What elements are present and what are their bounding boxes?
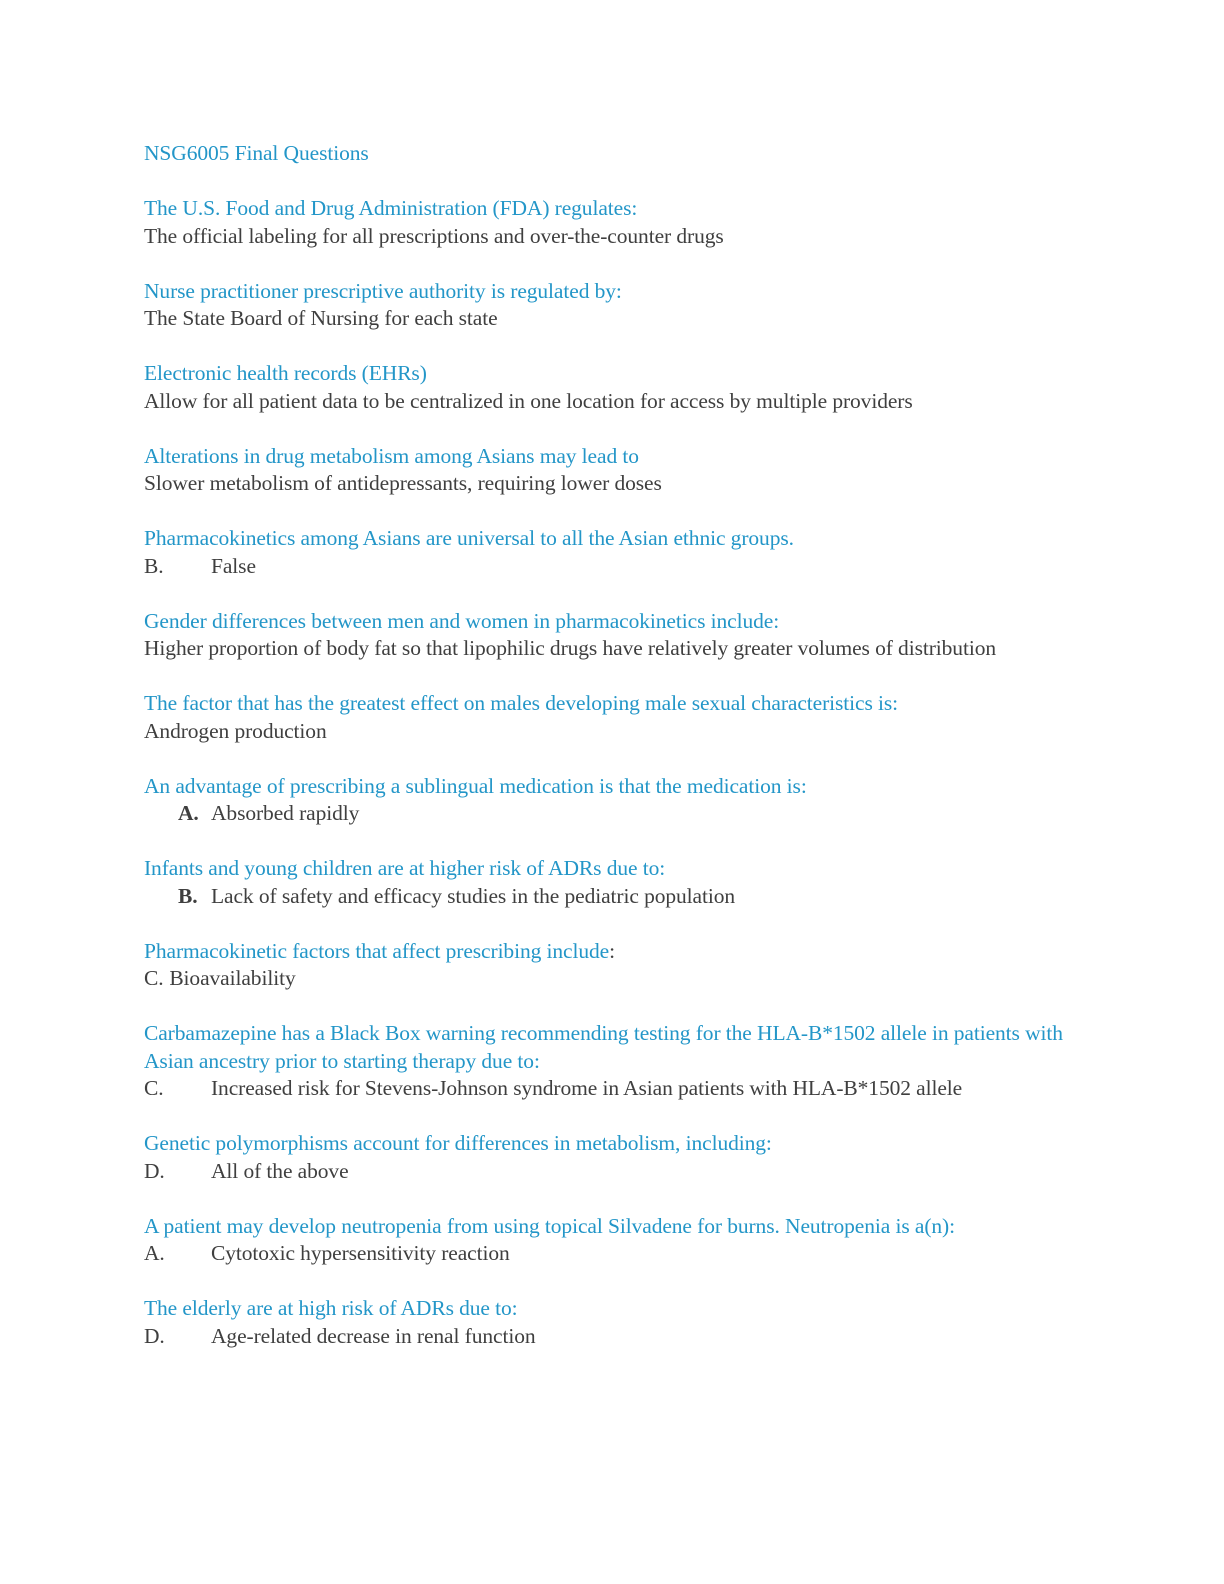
- question-text: Nurse practitioner prescriptive authority is regulated by:: [144, 278, 622, 303]
- qa-block: [144, 195, 1080, 250]
- qa-block: [144, 608, 1080, 663]
- answer-text: [144, 1323, 1080, 1351]
- answer-option-text: Lack of safety and efficacy studies in the pediatric population: [211, 883, 736, 908]
- answer-option-text: Cytotoxic hypersensitivity reaction: [211, 1241, 510, 1265]
- answer-text: Androgen production: [144, 718, 327, 743]
- answer-text: [144, 1158, 1080, 1186]
- answer-letter: D.: [144, 1323, 165, 1348]
- answer-text: [144, 965, 1080, 993]
- answer-letter: B.: [144, 553, 164, 578]
- qa-block: [144, 1295, 1080, 1350]
- answer-text: Allow for all patient data to be centralized in one location for access by multiple providers: [144, 388, 913, 413]
- qa-block: [144, 938, 1080, 993]
- question-text: The U.S. Food and Drug Administration (FDA) regulates:: [144, 196, 638, 220]
- answer-option-text: Age-related decrease in renal function: [211, 1323, 536, 1348]
- answer-text: [144, 1240, 1080, 1268]
- answer-letter: B.: [178, 883, 198, 908]
- qa-block: [144, 1213, 1080, 1268]
- qa-block: [144, 360, 1080, 415]
- question-text: A patient may develop neutropenia from using topical Silvadene for burns. Neutropenia is a(n):: [144, 1213, 955, 1238]
- question-text: An advantage of prescribing a sublingual medication is that the medication is:: [144, 773, 807, 798]
- question-text: Gender differences between men and women in pharmacokinetics include:: [144, 608, 780, 633]
- answer-text: [178, 883, 1080, 911]
- answer-letter: A.: [178, 801, 199, 825]
- answer-letter: C.: [144, 966, 164, 990]
- answer-letter: A.: [144, 1241, 165, 1265]
- answer-option-text: False: [211, 553, 256, 578]
- answer-letter: D.: [144, 1158, 165, 1183]
- qa-block: [144, 1130, 1080, 1185]
- qa-block: [144, 855, 1080, 910]
- answer-option-text: Bioavailability: [169, 966, 296, 990]
- answer-letter: C.: [144, 1076, 164, 1100]
- question-main-text: Pharmacokinetic factors that affect prescribing include: [144, 938, 610, 963]
- answer-text: Higher proportion of body fat so that lipophilic drugs have relatively greater volumes of distribution: [144, 636, 996, 660]
- document-title: NSG6005 Final Questions: [144, 141, 369, 165]
- question-text: Carbamazepine has a Black Box warning recommending testing for the HLA-B*1502 allele in patients with Asian ancestry prior to starting therapy due to:: [144, 1021, 1063, 1073]
- question-text: The elderly are at high risk of ADRs due to:: [144, 1296, 518, 1320]
- answer-option-text: Increased risk for Stevens-Johnson syndrome in Asian patients with HLA-B*1502 allele: [211, 1076, 963, 1100]
- question-colon: :: [609, 938, 615, 963]
- question-text: Electronic health records (EHRs): [144, 361, 427, 385]
- qa-block: [144, 525, 1080, 580]
- answer-text: [178, 800, 1080, 828]
- qa-block: [144, 278, 1080, 333]
- answer-option-text: All of the above: [211, 1158, 349, 1183]
- qa-block: [144, 773, 1080, 828]
- answer-option-text: Absorbed rapidly: [211, 801, 360, 825]
- question-text: Pharmacokinetics among Asians are universal to all the Asian ethnic groups.: [144, 526, 794, 550]
- qa-block: [144, 1020, 1080, 1103]
- answer-text: [144, 1075, 1080, 1103]
- qa-block: [144, 690, 1080, 745]
- qa-block: [144, 443, 1080, 498]
- question-text: Infants and young children are at higher risk of ADRs due to:: [144, 856, 666, 880]
- answer-text: The official labeling for all prescriptions and over-the-counter drugs: [144, 223, 724, 248]
- question-text: The factor that has the greatest effect on males developing male sexual characteristics is:: [144, 691, 899, 715]
- answer-text: Slower metabolism of antidepressants, requiring lower doses: [144, 471, 662, 495]
- answer-text: The State Board of Nursing for each state: [144, 306, 498, 330]
- answer-text: [144, 553, 1080, 581]
- question-text: Alterations in drug metabolism among Asians may lead to: [144, 443, 639, 468]
- question-text: Genetic polymorphisms account for differences in metabolism, including:: [144, 1131, 772, 1155]
- question-text: [144, 938, 1080, 966]
